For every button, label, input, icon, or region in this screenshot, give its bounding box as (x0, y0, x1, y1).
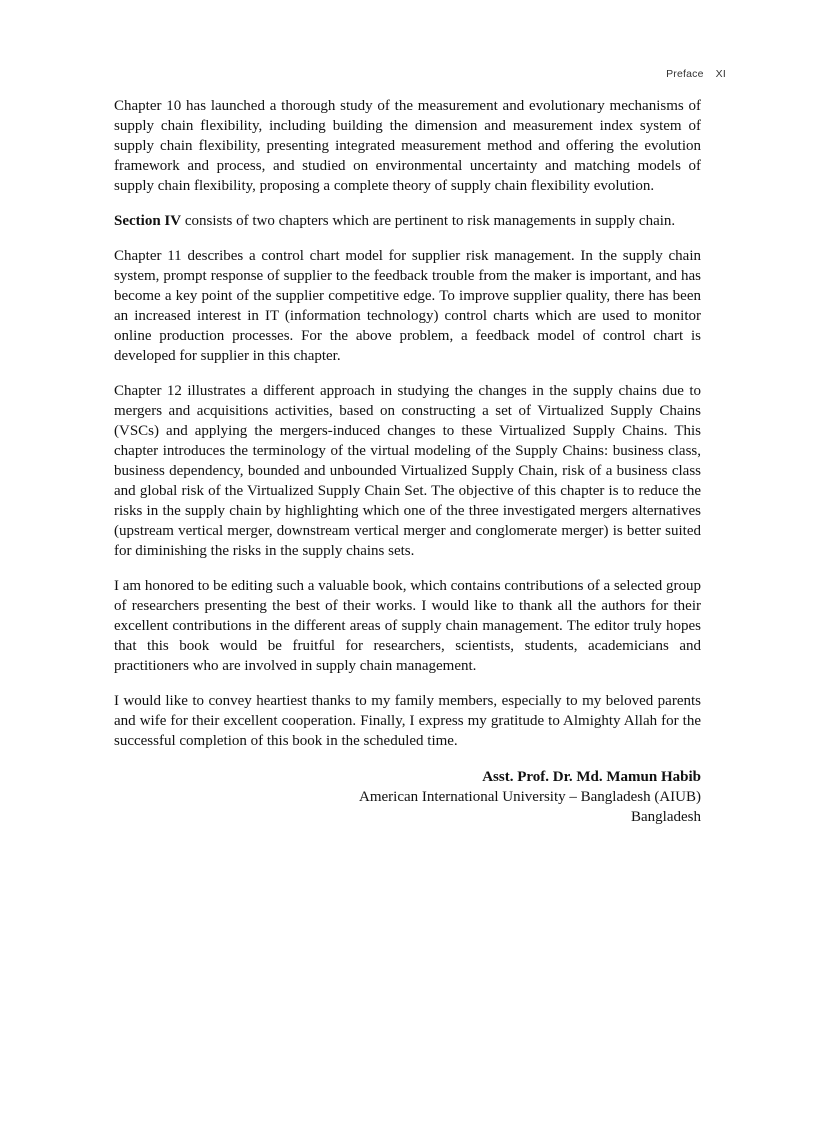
paragraph-chapter-11: Chapter 11 describes a control chart model for supplier risk management. In the supply chain system, prompt response of supplier to the feedback trouble from the maker is important, and has become a key point of the supplier competitive edge. To improve supplier quality, there has been an increased interest in IT (information technology) control charts which are used to monitor online production processes. For the above problem, a feedback model of control chart is developed for supplier in this chapter. (114, 248, 701, 364)
editor-country: Bangladesh (631, 809, 701, 825)
section-iv-description: consists of two chapters which are pertinent to risk managements in supply chain. (181, 213, 676, 229)
running-header (666, 68, 726, 80)
body-text (114, 96, 701, 827)
signature-block (114, 767, 701, 827)
paragraph-section-iv (114, 211, 701, 231)
editor-name: Asst. Prof. Dr. Md. Mamun Habib (482, 769, 701, 785)
paragraph-acknowledgement-authors: I am honored to be editing such a valuable book, which contains contributions of a selected group of researchers presenting the best of their works. I would like to thank all the authors for their excellent contributions in the different areas of supply chain management. The editor truly hopes that this book would be fruitful for researchers, scientists, students, academicians and practitioners who are involved in supply chain management. (114, 578, 701, 674)
page-number: XI (715, 68, 726, 80)
section-iv-label: Section IV (114, 213, 182, 229)
editor-affiliation: American International University – Bangladesh (AIUB) (359, 789, 701, 805)
header-section-title: Preface (666, 68, 704, 80)
paragraph-chapter-10: Chapter 10 has launched a thorough study of the measurement and evolutionary mechanisms of supply chain flexibility, including building the dimension and measurement index system of supply chain flexibility, presenting integrated measurement method and offering the evolution framework and process, and studied on environmental uncertainty and matching models of supply chain flexibility, proposing a complete theory of supply chain flexibility evolution. (114, 98, 701, 194)
paragraph-chapter-12: Chapter 12 illustrates a different approach in studying the changes in the supply chains due to mergers and acquisitions activities, based on constructing a set of Virtualized Supply Chains (VSCs) and applying the mergers-induced changes to these Virtualized Supply Chains. This chapter introduces the terminology of the virtual modeling of the Supply Chains: business class, business dependency, bounded and unbounded Virtualized Supply Chain, risk of a business class and global risk of the Virtualized Supply Chain Set. The objective of this chapter is to reduce the risks in the supply chain by highlighting which one of the three investigated mergers alternatives (upstream vertical merger, downstream vertical merger and conglomerate merger) is better suited for diminishing the risks in the supply chains sets. (114, 383, 701, 559)
paragraph-acknowledgement-family: I would like to convey heartiest thanks to my family members, especially to my beloved parents and wife for their excellent cooperation. Finally, I express my gratitude to Almighty Allah for the successful completion of this book in the scheduled time. (114, 693, 701, 749)
